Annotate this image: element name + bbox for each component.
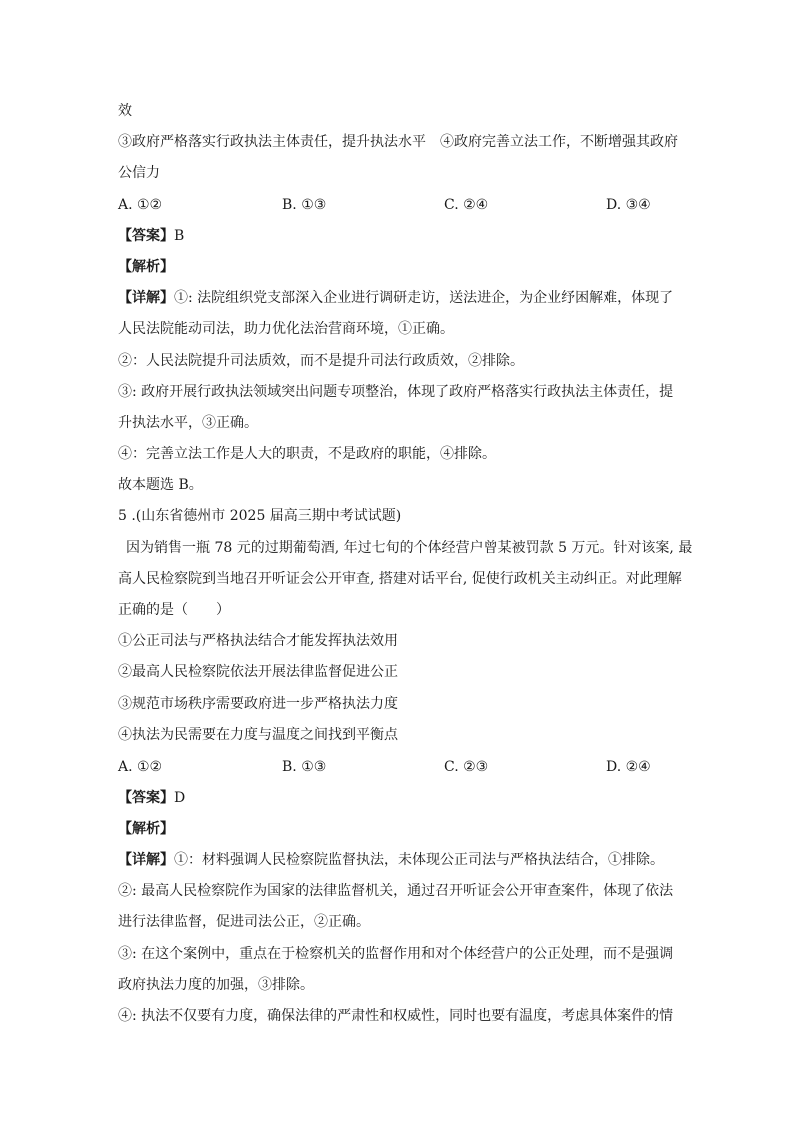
q5-choice-1: ①公正司法与严格执法结合才能发挥执法效用 [118,633,398,649]
q4-detail-2: ②：人民法院提升司法质效，而不是提升司法行政质效，②排除。 [118,353,524,369]
q5-choice-4: ④执法为民需要在力度与温度之间找到平衡点 [118,727,398,743]
q4-option-b: B. ①③ [282,197,327,213]
q4-detail-1a [118,288,678,308]
q5-option-d: D. ②④ [606,759,651,775]
q5-stem-3: 正确的是（ ） [118,602,230,618]
q5-detail-label: 【详解】 [118,852,174,868]
q4-answer-label: 【答案】 [118,228,174,244]
q4-answer-value: B [174,228,185,244]
q4-detail-1a-text: ①: 法院组织党支部深入企业进行调研走访，送法进企，为企业纾困解难，体现了 [174,290,674,306]
q5-detail-1-text: ①：材料强调人民检察院监督执法，未体现公正司法与严格执法结合，①排除。 [174,852,664,868]
q5-answer-label: 【答案】 [118,790,174,806]
q4-analysis-label: 【解析】 [118,259,174,275]
q5-detail-2a: ②: 最高人民检察院作为国家的法律监督机关，通过召开听证会公开审查案件，体现了依法 [118,883,674,899]
q4-option-d: D. ③④ [606,197,651,213]
q5-option-c: C. ②③ [444,759,489,775]
q5-answer-value: D [174,790,186,806]
q4-detail-label: 【详解】 [118,290,174,306]
q5-detail-3a: ③: 在这个案例中，重点在于检察机关的监督作用和对个体经营户的公正处理，而不是强调 [118,946,674,962]
q5-choice-2: ②最高人民检察院依法开展法律监督促进公正 [118,664,398,680]
q5-stem-1: 因为销售一瓶 78 元的过期葡萄酒, 年过七旬的个体经营户曾某被罚款 5 万元。针对该案, 最 [126,540,693,556]
q4-detail-3a: ③: 政府开展行政执法领域突出问题专项整治，体现了政府严格落实行政执法主体责任，提 [118,384,674,400]
q5-analysis-label: 【解析】 [118,821,174,837]
q5-option-a: A. ①② [118,759,163,775]
q4-option-c: C. ②④ [444,197,489,213]
q5-detail-2b: 进行法律监督，促进司法公正，②正确。 [118,914,370,930]
q4-detail-1b: 人民法院能动司法，助力优化法治营商环境，①正确。 [118,321,454,337]
q4-detail-4: ④：完善立法工作是人大的职责，不是政府的职能，④排除。 [118,446,496,462]
q5-detail-4a: ④: 执法不仅要有力度，确保法律的严肃性和权威性，同时也要有温度，考虑具体案件的情 [118,1008,674,1024]
q5-stem-2: 高人民检察院到当地召开听证会公开审查, 搭建对话平台, 促使行政机关主动纠正。对此理解 [118,571,682,587]
q4-option-a: A. ①② [118,197,163,213]
q5-choice-3: ③规范市场秩序需要政府进一步严格执法力度 [118,696,398,712]
q5-source: 5 .(山东省德州市 2025 届高三期中考试试题) [118,508,402,524]
q5-detail-3b: 政府执法力度的加强，③排除。 [118,977,314,993]
q4-line-credibility: 公信力 [118,165,160,181]
q4-conclusion: 故本题选 B。 [118,477,203,493]
q5-answer [118,788,678,808]
q4-choices-3-4: ③政府严格落实行政执法主体责任，提升执法水平 ④政府完善立法工作，不断增强其政府 [118,134,678,150]
q5-detail-1 [118,850,678,870]
q5-option-b: B. ①③ [282,759,327,775]
q4-answer [118,226,678,246]
q4-detail-3b: 升执法水平，③正确。 [118,415,258,431]
q4-line-effect: 效 [118,103,132,119]
